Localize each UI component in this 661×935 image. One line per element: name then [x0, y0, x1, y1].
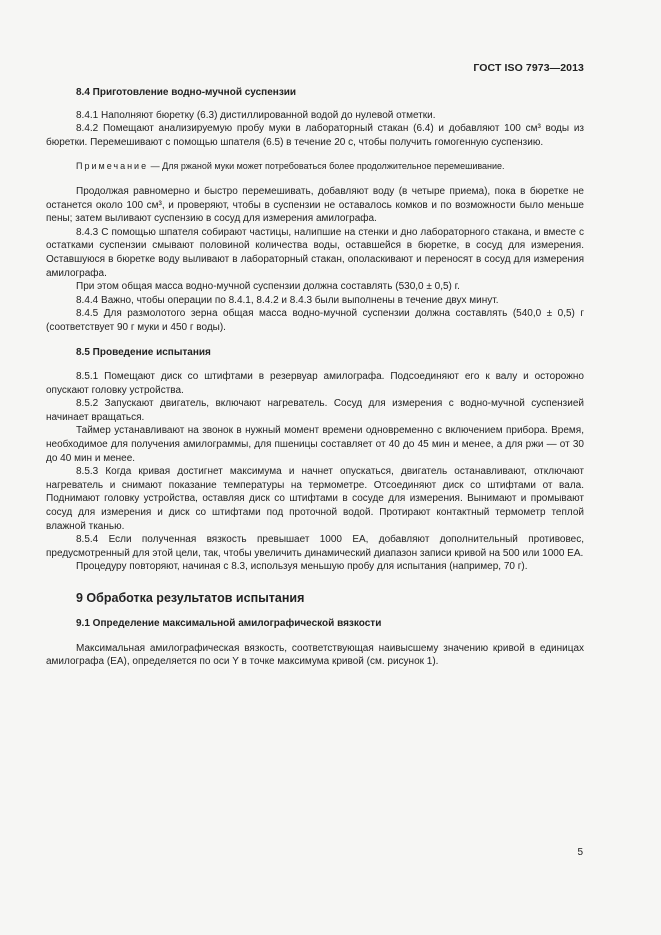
note	[46, 160, 584, 174]
note-label: Примечание	[76, 161, 149, 172]
paragraph-repeat: Процедуру повторяют, начиная с 8.3, используя меньшую пробу для испытания (например, 70 г).	[76, 561, 528, 573]
heading-8-4: 8.4 Приготовление водно-мучной суспензии	[76, 87, 297, 98]
paragraph-8-5-1: 8.5.1 Помещают диск со штифтами в резервуар амилографа. Подсоединяют его к валу и осторожно опускают головку устройства.	[46, 371, 584, 396]
paragraph-8-5-3: 8.5.3 Когда кривая достигнет максимума и начнет опускаться, двигатель останавливают, отключают нагреватель и снимают показание температуры на термометре. Отсоединяют диск со штифтами от вала. Поднимают головку устройства, оставляя диск со штифтами в сосуде для измерения. Вынимают и промывают сосуд для измерения и диск со штифтами под проточной водой. Протирают контактный термометр теплой влажной тканью.	[46, 466, 584, 532]
heading-8-5: 8.5 Проведение испытания	[76, 346, 211, 358]
heading-9: 9 Обработка результатов испытания	[76, 591, 305, 605]
paragraph-8-5-2: 8.5.2 Запускают двигатель, включают нагреватель. Сосуд для измерения с водно-мучной суспензией начинает вращаться.	[46, 398, 584, 423]
document-body	[46, 86, 584, 669]
paragraph-8-4-4: 8.4.4 Важно, чтобы операции по 8.4.1, 8.4.2 и 8.4.3 были выполнены в течение двух минут.	[76, 294, 499, 306]
standard-header: ГОСТ ISO 7973—2013	[473, 62, 584, 74]
paragraph-8-5-4: 8.5.4 Если полученная вязкость превышает 1000 ЕА, добавляют дополнительный противовес, предусмотренный для этой цели, так, чтобы увеличить динамический диапазон записи кривой на 500 или 1000 ЕА.	[46, 534, 584, 559]
paragraph-timer: Таймер устанавливают на звонок в нужный момент времени одновременно с включением прибора. Время, необходимое для получения амилограммы, для пшеницы составляет от 40 до 45 мин и менее, а для ржи — от 30 до 40 мин и менее.	[46, 425, 584, 464]
paragraph-8-4-1: 8.4.1 Наполняют бюретку (6.3) дистиллированной водой до нулевой отметки.	[76, 109, 436, 121]
paragraph-8-4-2: 8.4.2 Помещают анализируемую пробу муки в лабораторный стакан (6.4) и добавляют 100 см³ воды из бюретки. Перемешивают с помощью шпателя (6.5) в течение 20 с, чтобы получить гомогенную суспензию.	[46, 123, 584, 148]
paragraph-stirring: Продолжая равномерно и быстро перемешивать, добавляют воду (в четыре приема), пока в бюретке не останется около 100 см³, и проверяют, чтобы в суспензии не оставалось комков и по возможности было меньше пены; затем выливают суспензию в сосуд для измерения амилографа.	[46, 185, 584, 225]
page-number: 5	[577, 847, 583, 858]
paragraph-mass: При этом общая масса водно-мучной суспензии должна составлять (530,0 ± 0,5) г.	[76, 281, 460, 293]
heading-9-1: 9.1 Определение максимальной амилографической вязкости	[76, 618, 382, 629]
paragraph-9-1: Максимальная амилографическая вязкость, соответствующая наивысшему значению кривой в единицах амилографа (ЕА), определяется по оси Y в точке максимума кривой (см. рисунок 1).	[46, 642, 584, 668]
note-text: — Для ржаной муки может потребоваться более продолжительное перемешивание.	[148, 161, 505, 172]
paragraph-8-4-3: 8.4.3 С помощью шпателя собирают частицы, налипшие на стенки и дно лабораторного стакана, и вместе с остатками суспензии смывают половиной количества воды, оставшейся в бюретке, в сосуд для измерения. Оставшуюся в бюретке воду выливают в лабораторный стакан, ополаскивают и переносят в сосуд для измерения амилографа.	[46, 226, 584, 279]
paragraph-8-4-5: 8.4.5 Для размолотого зерна общая масса водно-мучной суспензии должна составлять (540,0 ± 0,5) г (соответствует 90 г муки и 450 г воды).	[46, 308, 584, 333]
